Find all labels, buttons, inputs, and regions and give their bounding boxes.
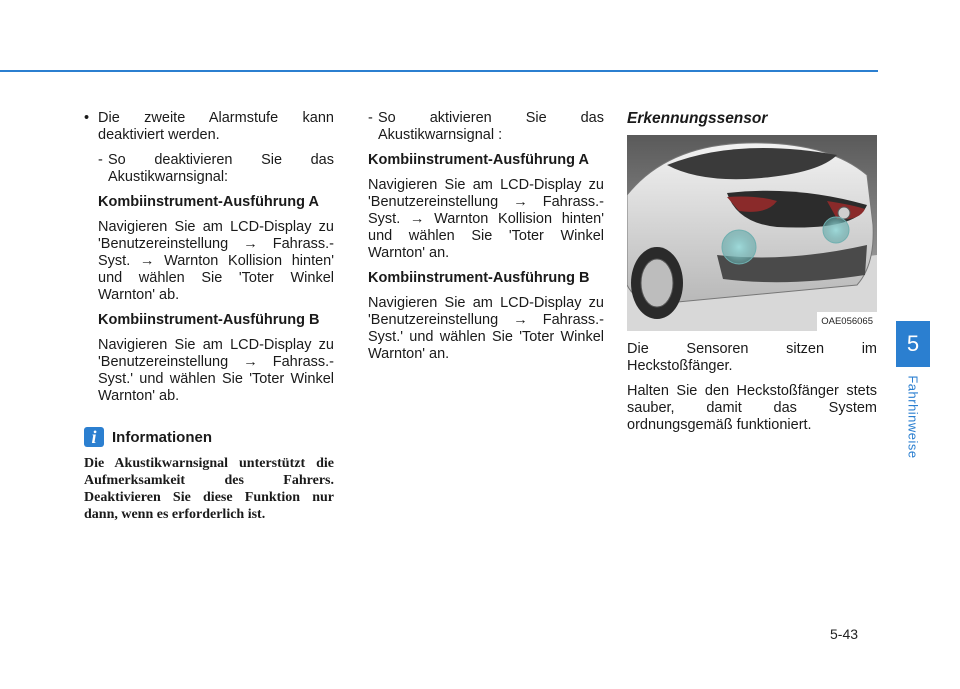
info-title: Informationen [112,428,212,446]
header-rule [0,70,878,72]
chapter-tab: 5 [896,321,930,367]
variant-a-text: Navigieren Sie am LCD-Display zu 'Benutzereinstellung → Fahrass.-Syst. → Warnton Kollision hinten' und wählen Sie 'Toter Winkel Warnton' an. [368,177,604,261]
chapter-label-text: Fahrhinweise [905,375,921,459]
variant-b-title: Kombiinstrument-Ausführung B [368,270,590,286]
car-rear-image [627,135,877,331]
variant-a-title: Kombiinstrument-Ausführung A [368,152,589,168]
activate-intro-label: So aktivieren Sie das Akustikwarnsignal : [378,110,604,143]
variant-b-text: Navigieren Sie am LCD-Display zu 'Benutzereinstellung → Fahrass.-Syst.' und wählen Sie 'Toter Winkel Warnton' ab. [98,337,334,404]
sub-block [84,152,334,405]
sub-item-label: So deaktivieren Sie das Akustikwarnsignal: [108,152,334,185]
dash-marker: - [98,152,103,168]
right-column [627,110,877,442]
variant-b-title: Kombiinstrument-Ausführung B [98,312,320,328]
image-code: OAE056065 [817,312,877,331]
variant-b-text: Navigieren Sie am LCD-Display zu 'Benutzereinstellung → Fahrass.-Syst.' und wählen Sie 'Toter Winkel Warnton' an. [368,295,604,362]
bullet-item: • Die zweite Alarmstufe kann deaktiviert werden. [84,110,334,144]
dash-marker: - [368,110,373,126]
variant-a-title: Kombiinstrument-Ausführung A [98,194,319,210]
car-rear-illustration [627,135,877,331]
sensor-location-text: Die Sensoren sitzen im Heckstoßfänger. [627,341,877,374]
info-icon: i [84,427,104,447]
info-header [84,427,334,447]
variant-a-text: Navigieren Sie am LCD-Display zu 'Benutzereinstellung → Fahrass.-Syst. → Warnton Kollision hinten' und wählen Sie 'Toter Winkel Warnton' ab. [98,219,334,303]
activate-intro [368,110,604,144]
middle-column [368,110,604,371]
page-number: 5-43 [830,626,859,642]
section-title: Erkennungssensor [627,110,768,127]
sensor-care-text: Halten Sie den Heckstoßfänger stets sauber, damit das System ordnungsgemäß funktioniert. [627,383,877,433]
info-text: Die Akustikwarnsignal unterstützt die Aufmerksamkeit des Fahrers. Deaktivieren Sie diese Funktion nur dann, wenn es erforderlich ist. [84,456,334,522]
chapter-label [900,372,926,462]
sub-item [98,152,334,186]
left-column [84,110,334,531]
